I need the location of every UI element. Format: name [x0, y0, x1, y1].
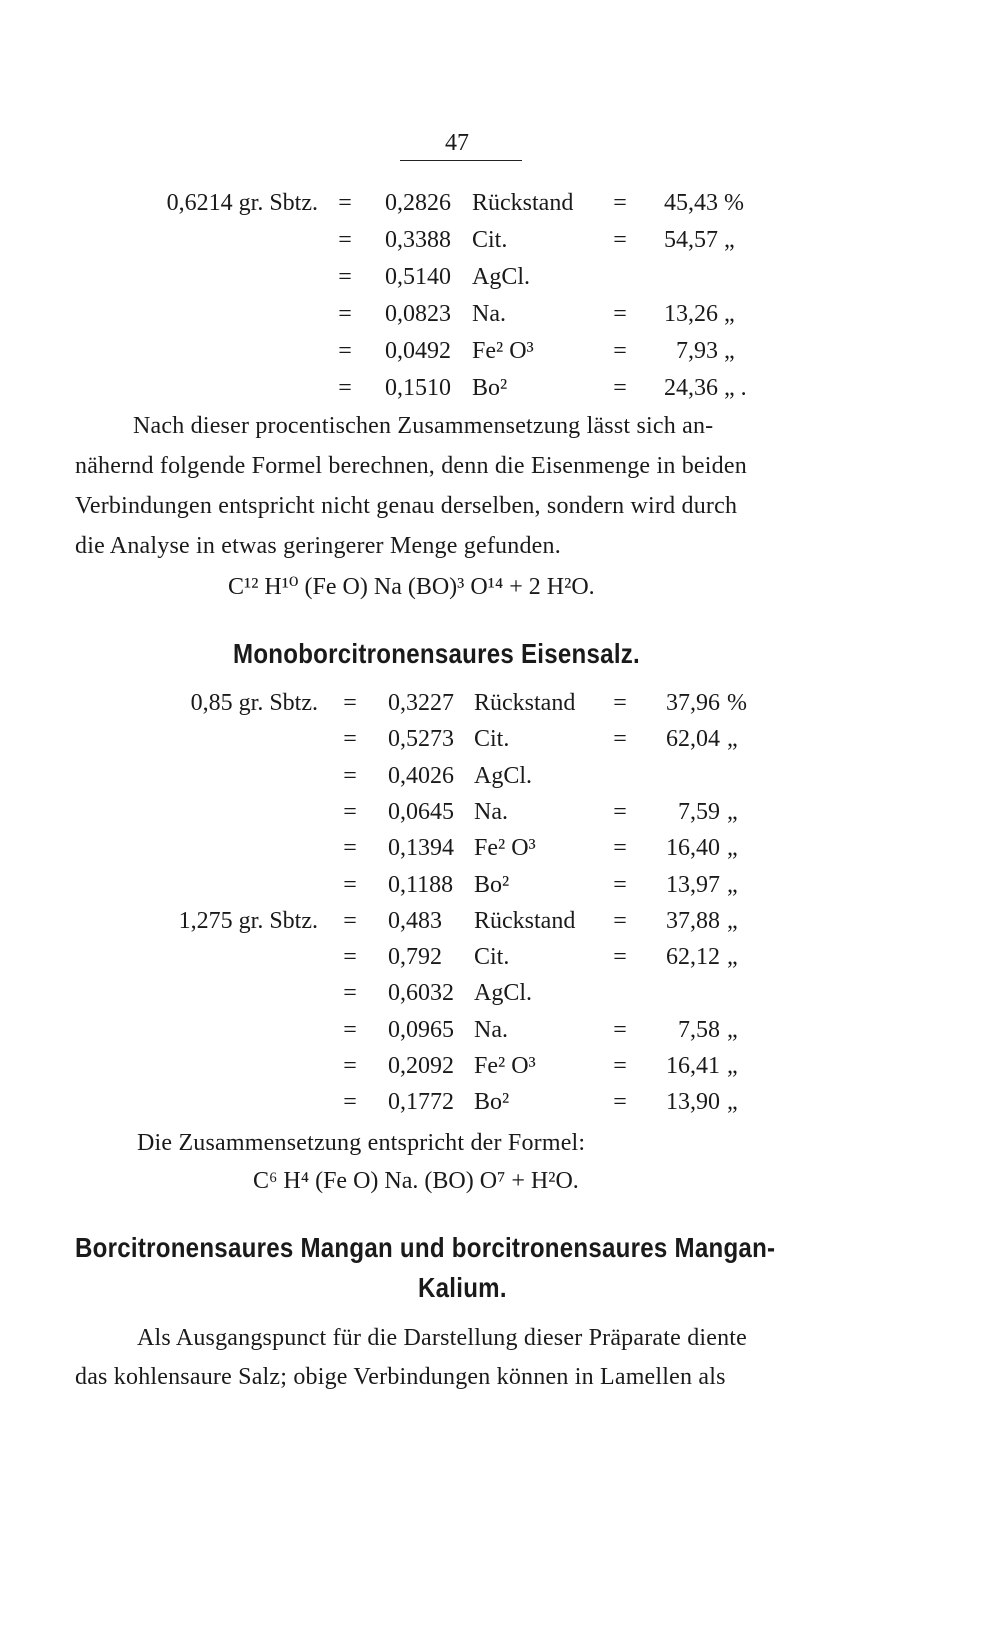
percent-value: 37,96: [666, 690, 720, 716]
equals-sign: =: [338, 227, 352, 253]
percent-value: 13,97: [666, 871, 720, 898]
table-row: [0, 375, 1000, 413]
equals-sign: =: [613, 301, 627, 327]
substance-name: Cit.: [474, 944, 510, 971]
unit-mark: „: [727, 907, 738, 934]
percent-value: 16,41: [666, 1053, 720, 1079]
table-row: [0, 980, 1000, 1018]
table-row: [0, 338, 1000, 376]
sample-label: 0,85 gr. Sbtz.: [190, 690, 318, 716]
measured-value: 0,0823: [385, 301, 451, 327]
equals-sign: =: [613, 907, 627, 934]
table-row: [0, 301, 1000, 339]
table-row: [0, 1089, 1000, 1127]
sample-label: 0,6214 gr. Sbtz.: [166, 190, 318, 216]
table-row: [0, 227, 1000, 265]
equals-sign: =: [338, 190, 352, 216]
equals-sign: =: [343, 980, 357, 1007]
unit-mark: „: [727, 871, 738, 898]
unit-mark: %: [727, 690, 747, 716]
measured-value: 0,483: [388, 907, 442, 934]
measured-value: 0,792: [388, 944, 442, 971]
equals-sign: =: [343, 690, 357, 716]
measured-value: 0,1772: [388, 1089, 454, 1116]
equals-sign: =: [343, 1016, 357, 1043]
unit-mark: %: [724, 190, 744, 216]
table-row: [0, 763, 1000, 801]
table-row: [0, 1017, 1000, 1055]
unit-mark: „: [727, 1016, 738, 1043]
equals-sign: =: [338, 375, 352, 401]
table-row: [0, 908, 1000, 946]
equals-sign: =: [343, 1089, 357, 1116]
equals-sign: =: [613, 190, 627, 216]
equals-sign: =: [343, 762, 357, 789]
table-row: [0, 944, 1000, 982]
section-heading-2-line-1: Borcitronensaures Mangan und borcitronensaures Mangan-: [75, 1232, 776, 1263]
measured-value: 0,0965: [388, 1016, 454, 1043]
measured-value: 0,1394: [388, 835, 454, 862]
measured-value: 0,4026: [388, 762, 454, 789]
paragraph-1-line-1: Nach dieser procentischen Zusammensetzung lässt sich an-: [133, 413, 714, 439]
section-heading-1: Monoborcitronensaures Eisensalz.: [233, 638, 641, 669]
equals-sign: =: [338, 264, 352, 290]
substance-name: AgCl.: [474, 980, 533, 1007]
substance-name: Cit.: [474, 726, 510, 753]
equals-sign: =: [613, 798, 627, 825]
table-row: [0, 1053, 1000, 1091]
unit-mark: „: [727, 798, 738, 825]
substance-name: Na.: [474, 798, 508, 825]
percent-value: 24,36: [664, 375, 718, 401]
equals-sign: =: [343, 871, 357, 898]
equals-sign: =: [338, 301, 352, 327]
substance-name: Na.: [474, 1016, 508, 1043]
paragraph-1-line-4: die Analyse in etwas geringerer Menge gefunden.: [75, 533, 561, 559]
measured-value: 0,0645: [388, 798, 454, 825]
unit-mark: „: [724, 227, 735, 253]
substance-name: Fe² O³: [474, 1053, 536, 1079]
percent-value: 7,93: [676, 338, 718, 364]
measured-value: 0,0492: [385, 338, 451, 364]
equals-sign: =: [613, 1089, 627, 1116]
substance-name: Rückstand: [472, 190, 574, 216]
measured-value: 0,3227: [388, 690, 454, 716]
substance-name: Bo²: [474, 871, 510, 898]
substance-name: Fe² O³: [474, 835, 536, 862]
equals-sign: =: [613, 944, 627, 971]
equals-sign: =: [613, 726, 627, 753]
percent-value: 7,58: [678, 1016, 720, 1043]
equals-sign: =: [613, 835, 627, 862]
percent-value: 62,12: [666, 944, 720, 971]
measured-value: 0,2092: [388, 1053, 454, 1079]
sample-label: 1,275 gr. Sbtz.: [178, 907, 318, 934]
paragraph-3-line-1: Als Ausgangspunct für die Darstellung dieser Präparate diente: [137, 1325, 748, 1351]
substance-name: Rückstand: [474, 907, 576, 934]
percent-value: 7,59: [678, 798, 720, 825]
percent-value: 45,43: [664, 190, 718, 216]
measured-value: 0,1510: [385, 375, 451, 401]
measured-value: 0,2826: [385, 190, 451, 216]
section-heading-2-line-2: Kalium.: [418, 1272, 507, 1303]
unit-mark: „ .: [724, 375, 747, 401]
formula-1: C¹² H¹⁰ (Fe O) Na (BO)³ O¹⁴ + 2 H²O.: [228, 574, 595, 600]
unit-mark: „: [727, 1089, 738, 1116]
equals-sign: =: [338, 338, 352, 364]
substance-name: Cit.: [472, 227, 508, 253]
measured-value: 0,5273: [388, 726, 454, 753]
table-row: [0, 726, 1000, 764]
paragraph-2: Die Zusammensetzung entspricht der Formel:: [137, 1130, 586, 1156]
substance-name: AgCl.: [472, 264, 531, 290]
equals-sign: =: [343, 798, 357, 825]
equals-sign: =: [613, 227, 627, 253]
equals-sign: =: [343, 835, 357, 862]
equals-sign: =: [343, 907, 357, 934]
substance-name: Na.: [472, 301, 506, 327]
measured-value: 0,6032: [388, 980, 454, 1007]
table-row: [0, 190, 1000, 228]
equals-sign: =: [613, 871, 627, 898]
equals-sign: =: [343, 726, 357, 753]
paragraph-3-line-2: das kohlensaure Salz; obige Verbindungen können in Lamellen als: [75, 1364, 726, 1390]
table-row: [0, 835, 1000, 873]
equals-sign: =: [343, 1053, 357, 1079]
percent-value: 13,90: [666, 1089, 720, 1116]
unit-mark: „: [727, 726, 738, 753]
percent-value: 62,04: [666, 726, 720, 753]
table-row: [0, 872, 1000, 910]
equals-sign: =: [613, 1016, 627, 1043]
measured-value: 0,1188: [388, 871, 454, 898]
percent-value: 37,88: [666, 907, 720, 934]
equals-sign: =: [613, 375, 627, 401]
substance-name: AgCl.: [474, 762, 533, 789]
page-number: 47: [445, 130, 469, 156]
equals-sign: =: [613, 338, 627, 364]
unit-mark: „: [727, 944, 738, 971]
unit-mark: „: [724, 301, 735, 327]
table-row: [0, 799, 1000, 837]
paragraph-1-line-3: Verbindungen entspricht nicht genau derselben, sondern wird durch: [75, 493, 738, 519]
unit-mark: „: [727, 1053, 738, 1079]
percent-value: 13,26: [664, 301, 718, 327]
table-row: [0, 690, 1000, 728]
substance-name: Rückstand: [474, 690, 576, 716]
formula-2: C⁶ H⁴ (Fe O) Na. (BO) O⁷ + H²O.: [253, 1168, 579, 1194]
equals-sign: =: [343, 944, 357, 971]
substance-name: Fe² O³: [472, 338, 534, 364]
percent-value: 16,40: [666, 835, 720, 862]
table-row: [0, 264, 1000, 302]
paragraph-1-line-2: nähernd folgende Formel berechnen, denn die Eisenmenge in beiden: [75, 453, 747, 479]
header-rule: [400, 160, 522, 161]
substance-name: Bo²: [472, 375, 508, 401]
measured-value: 0,3388: [385, 227, 451, 253]
unit-mark: „: [727, 835, 738, 862]
unit-mark: „: [724, 338, 735, 364]
percent-value: 54,57: [664, 227, 718, 253]
equals-sign: =: [613, 1053, 627, 1079]
equals-sign: =: [613, 690, 627, 716]
substance-name: Bo²: [474, 1089, 510, 1116]
measured-value: 0,5140: [385, 264, 451, 290]
